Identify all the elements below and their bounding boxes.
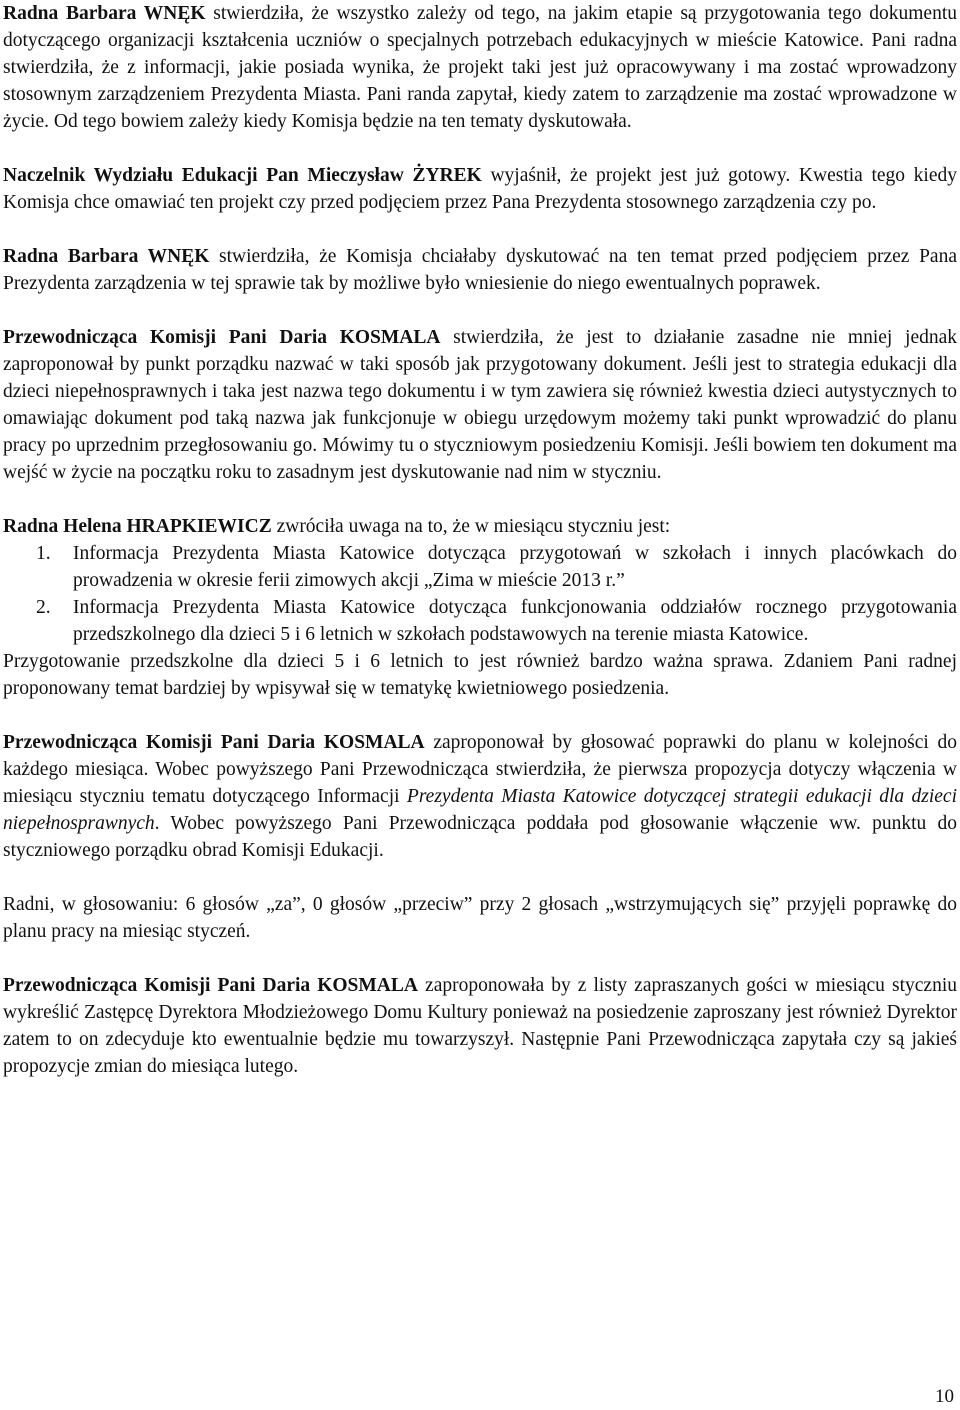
paragraph-text: zwróciła uwaga na to, że w miesiącu styczniu jest: xyxy=(271,516,671,537)
paragraph-text: zaproponował by głosować poprawki do planu w kolejności do każdego miesiąca. Wobec powyższego Pani Przewodnicząca stwierdziła, że pierwsza propozycja dotyczy włączenia w miesiącu styczniu tematu dotyczącego Informacji xyxy=(3,732,957,807)
list-item xyxy=(3,594,957,648)
paragraph-text: Kwestia tego kiedy Komisja chce omawiać ten projekt czy przed podjęciem przez Pana Prezydenta stosownego zarządzenia czy po. xyxy=(3,165,958,213)
paragraph-text: zaproponowała by z listy zapraszanych gości w miesiącu styczniu wykreślić Zastępcę Dyrektora Młodzieżowego Domu Kultury ponieważ na posiedzenie zaproszany jest również Dyrektor zatem to on zdecyduje kto ewentualnie będzie mu towarzyszył. Następnie Pani Przewodnicząca zapytała czy są jakieś propozycje zmian do miesiąca lutego. xyxy=(3,975,957,1077)
speaker-name: Radna Barbara WNĘK xyxy=(3,3,206,24)
paragraph-vote: Radni, w głosowaniu: 6 głosów „za”, 0 głosów „przeciw” przy 2 głosach „wstrzymujących się” przyjęli poprawkę do planu pracy na miesiąc styczeń. xyxy=(3,894,957,942)
list-item-number: 1. xyxy=(36,543,51,564)
paragraph-hrapkiewicz-after: Przygotowanie przedszkolne dla dzieci 5 i 6 letnich to jest również bardzo ważna sprawa. Zdaniem Pani radnej proponowany temat bardziej by wpisywał się w tematykę kwietniowego posiedzenia. xyxy=(3,651,957,699)
page-number: 10 xyxy=(935,1386,954,1407)
paragraph-text: stwierdziła, że wszystko zależy od tego, na jakim etapie są przygotowania tego dokumentu dotyczącego organizacji kształcenia uczniów o specjalnych potrzebach edukacyjnych w mieście Katowice. Pani radna stwierdziła, że z informacji, jakie posiada wynika, że projekt taki jest już opracowywany i ma zostać wprowadzony stosownym zarządzeniem Prezydenta Miasta. xyxy=(3,3,957,105)
numbered-list xyxy=(3,540,957,648)
paragraph-text: wyjaśnił, że projekt jest już gotowy. xyxy=(481,165,791,186)
speaker-name: Radna Helena HRAPKIEWICZ xyxy=(3,516,272,537)
italic-title: Prezydenta Miasta Katowice dotyczącej strategii edukacji dla dzieci niepełnosprawnych xyxy=(3,786,958,834)
paragraph-kosmala-3 xyxy=(3,972,957,1080)
speaker-name: Przewodnicząca Komisji Pani Daria KOSMALA xyxy=(3,975,418,996)
paragraph-hrapkiewicz xyxy=(3,513,957,540)
paragraph-kosmala-2 xyxy=(3,729,957,864)
paragraph-text: stwierdziła, że jest to działanie zasadne nie mniej jednak zaproponował by punkt porządku nazwać w taki sposób jak przygotowany dokument. Jeśli jest to strategia edukacji dla dzieci niepełnosprawnych i taka jest nazwa tego dokumentu i w tym zawiera się również kwestia dzieci autystycznych to omawiając dokument pod taką nazwa jak funkcjonuje w obiegu urzędowym możemy taki punkt wprowadzić do planu pracy po uprzednim przegłosowaniu go. Mówimy tu o styczniowym posiedzeniu Komisji. Jeśli bowiem ten dokument ma wejść w życie na początku roku to zasadnym jest dyskutowanie nad nim w styczniu. xyxy=(3,327,957,483)
speaker-name: Naczelnik Wydziału Edukacji Pan Mieczysław ŻYREK xyxy=(3,165,482,186)
list-item xyxy=(3,540,957,594)
list-item-text: Informacja Prezydenta Miasta Katowice dotycząca funkcjonowania oddziałów rocznego przygotowania przedszkolnego dla dzieci 5 i 6 letnich w szkołach podstawowych na terenie miasta Katowice. xyxy=(73,597,957,645)
paragraph-wnek-2 xyxy=(3,243,957,297)
paragraph-wnek-1 xyxy=(3,0,957,135)
paragraph-zyrek xyxy=(3,162,957,216)
speaker-name: Przewodnicząca Komisji Pani Daria KOSMALA xyxy=(3,732,425,753)
list-item-number: 2. xyxy=(36,597,51,618)
list-item-text: Informacja Prezydenta Miasta Katowice dotycząca przygotowań w szkołach i innych placówkach do prowadzenia w okresie ferii zimowych akcji „Zima w mieście 2013 r.” xyxy=(73,543,957,591)
paragraph-text: stwierdziła, że Komisja chciałaby dyskutować na ten temat przed podjęciem przez Pana Prezydenta zarządzenia w tej sprawie tak by możliwe było wniesienie do niego ewentualnych poprawek. xyxy=(3,246,957,294)
speaker-name: Przewodnicząca Komisji Pani Daria KOSMALA xyxy=(3,327,441,348)
speaker-name: Radna Barbara WNĘK xyxy=(3,246,210,267)
paragraph-text: . Wobec powyższego Pani Przewodnicząca poddała pod głosowanie włączenie ww. punktu do styczniowego porządku obrad Komisji Edukacji. xyxy=(3,813,957,861)
paragraph-text: Pani randa zapytał, kiedy zatem to zarządzenie ma zostać wprowadzone w życie. Od tego bowiem zależy kiedy Komisja będzie na ten tematy dyskutowała. xyxy=(3,84,957,132)
paragraph-kosmala-1 xyxy=(3,324,957,486)
